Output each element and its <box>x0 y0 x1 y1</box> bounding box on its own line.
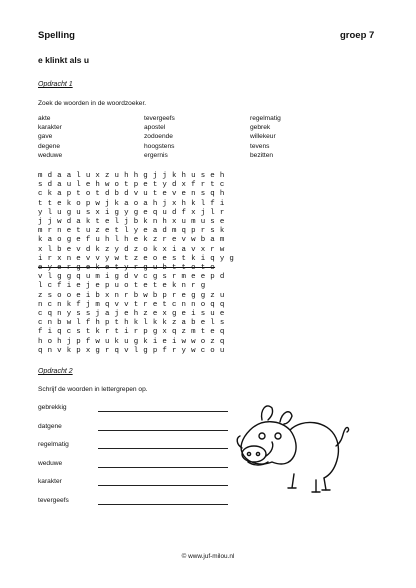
grid-row: c k a p t o t d b d v u t e v e n s q h <box>38 190 225 199</box>
word-list-item: zodoende <box>144 133 173 141</box>
grid-row: e y e r g e k e t y r g u b t t o t o <box>38 264 216 273</box>
grid-row: m d a a l u x z u h h g j j k h u s e h <box>38 172 225 180</box>
word-list-item: degene <box>38 142 61 150</box>
grid-row: i r x n e v v y w t z e o e s t k i q y g <box>38 254 235 263</box>
instruction-opdracht-1: Zoek de woorden in de woordzoeker. <box>38 100 147 107</box>
answer-word-label: weduwe <box>38 459 63 467</box>
grid-row: m r n e t u z e t l y e a d m q p r s k <box>38 227 225 236</box>
word-list-item: regelmatig <box>250 115 281 122</box>
word-list-item: tevens <box>250 142 270 150</box>
answer-input-line[interactable] <box>98 485 228 486</box>
answer-row <box>38 441 228 451</box>
word-list-item: willekeur <box>250 133 276 141</box>
grid-row: h o h j p f w u k u g k i e i w w o z q <box>38 337 225 346</box>
page-subtitle: e klinkt als u <box>38 55 90 65</box>
answer-row <box>38 404 228 414</box>
word-list-item: bezitten <box>250 151 274 159</box>
word-list-item: akte <box>38 115 51 122</box>
word-list-item: ergernis <box>144 151 168 159</box>
grid-row: s d a u l e h w o t p e t y d x f r t c <box>38 181 225 190</box>
word-list-item: hoogstens <box>144 142 175 150</box>
word-list-item: karakter <box>38 124 62 132</box>
grid-row: k a o g e f u h l h e k z r e v w b a m <box>38 236 225 245</box>
answer-input-line[interactable] <box>98 430 228 431</box>
word-list-item: apostel <box>144 124 166 132</box>
section-heading-opdracht-1: Opdracht 1 <box>38 81 73 88</box>
warthog-icon <box>232 390 362 500</box>
section-heading-opdracht-2: Opdracht 2 <box>38 368 73 375</box>
grid-row: z s o o e i b x n r b w b p r e g g z u <box>38 291 225 300</box>
answer-word-label: karakter <box>38 478 62 485</box>
answer-word-label: gebrekkig <box>38 404 67 411</box>
footer-credit: © www.juf-milou.nl <box>181 553 235 560</box>
answer-word-label: regelmatig <box>38 441 69 448</box>
grid-row: f i q c s t k r t i r p g x q z m t e q <box>38 328 225 337</box>
answer-row <box>38 423 228 433</box>
grid-row: c n b w l f h p t h k l k k z a b e l s <box>38 319 225 328</box>
page-title: Spelling <box>38 30 75 41</box>
grid-row: j j w d a k t e l j b k n h x u m u s e <box>38 218 225 227</box>
grid-row: x l b e v d k z y d z o k x i a v x r w <box>38 245 225 254</box>
group-label: groep 7 <box>340 30 375 41</box>
word-list-item: gebrek <box>250 124 271 132</box>
grid-row: t t e k o p w j k a o a h j x h k l f i <box>38 199 225 208</box>
word-list-item: weduwe <box>38 151 63 159</box>
answer-row <box>38 497 228 507</box>
grid-row: y l u g u s x i g y g e q u d f x j l r <box>38 208 225 217</box>
grid-row: q n v k p x g r q v l g p f r y w c o u <box>38 346 225 355</box>
answer-input-line[interactable] <box>98 448 228 449</box>
word-list <box>38 115 338 159</box>
grid-row: n c n k f j m q v v t r e t c n n o q q <box>38 300 225 309</box>
answer-input-line[interactable] <box>98 504 228 505</box>
grid-row: v l g g q u m i g d v c g s r m e e p d <box>38 273 225 282</box>
answer-input-line[interactable] <box>98 411 228 412</box>
answer-word-label: datgene <box>38 422 62 430</box>
grid-row: l c f i e j e p u o t e t e k n r g <box>38 282 206 291</box>
grid-row: c q n y s s j a j e h z e x g e i s u e <box>38 310 225 319</box>
word-search-grid <box>38 172 234 356</box>
answer-row <box>38 460 228 470</box>
word-list-item: gave <box>38 133 53 141</box>
instruction-opdracht-2: Schrijf de woorden in lettergrepen op. <box>38 386 148 393</box>
answer-word-label: tevergeefs <box>38 496 69 504</box>
word-list-item: tevergeefs <box>144 115 175 122</box>
answer-row <box>38 478 228 488</box>
answer-input-line[interactable] <box>98 467 228 468</box>
